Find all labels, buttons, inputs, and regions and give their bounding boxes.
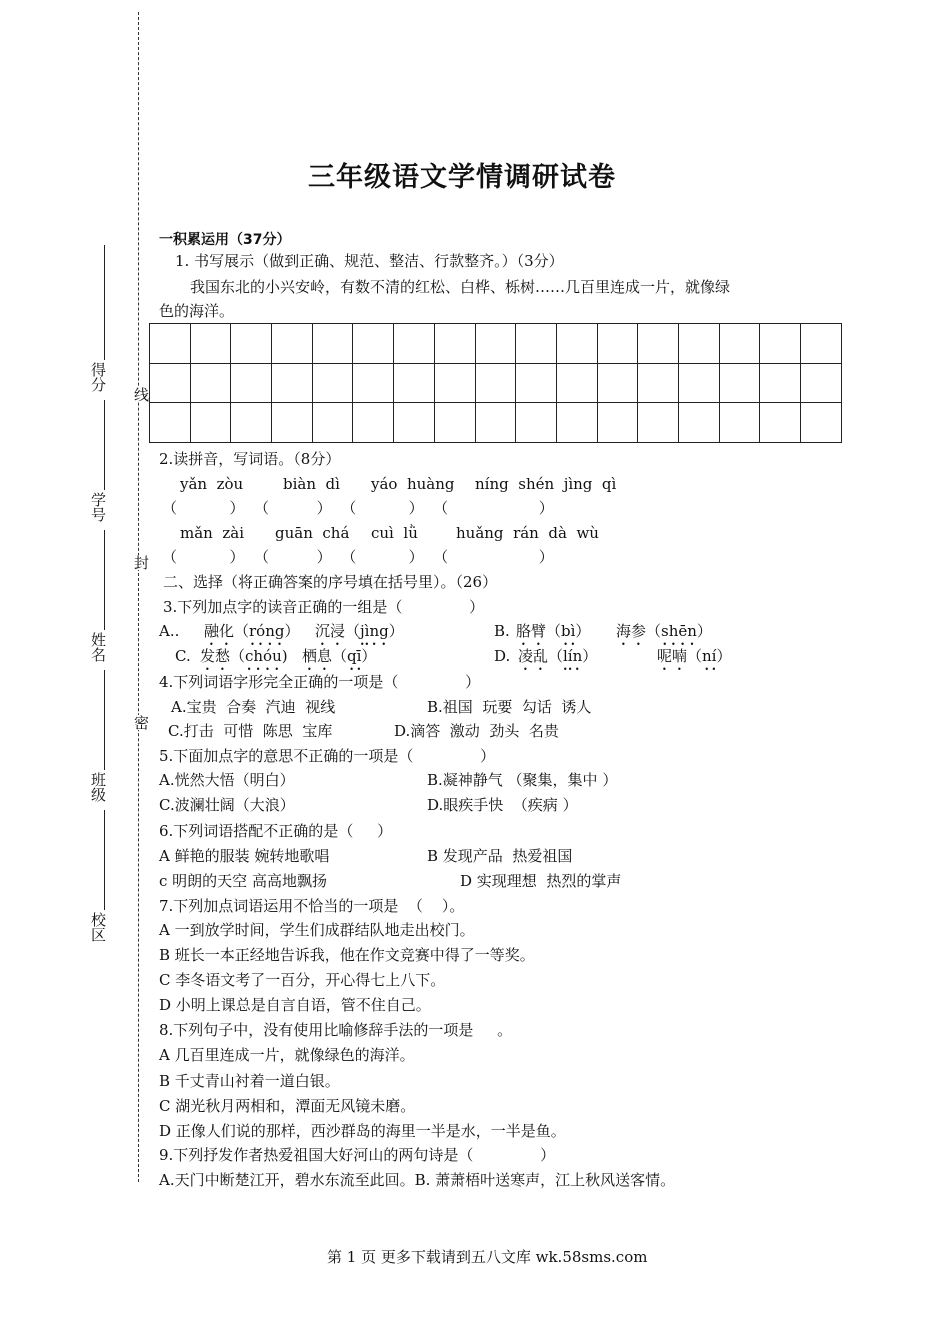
q6-option-a: A 鲜艳的服装 婉转地歌唱 — [159, 847, 330, 865]
q3-option-c-word1: 发愁（chóu) — [200, 647, 288, 665]
q2-pinyin-6: guān chá — [275, 524, 350, 542]
score-label: 得分 — [89, 362, 107, 392]
q4-prompt: 4.下列词语字形完全正确的一项是（ ） — [159, 673, 481, 691]
q8-option-c: C 湖光秋月两相和，潭面无风镜未磨。 — [159, 1097, 416, 1115]
q3-option-a-word2: 沉浸（jìng） — [315, 622, 404, 640]
q3-option-d-word1: 凌乱（lín） — [518, 647, 598, 665]
q3-option-d-word2: 呢喃（ní） — [657, 647, 732, 665]
q2-pinyin-7: cuì lǜ — [371, 524, 418, 542]
name-blank-line — [104, 530, 105, 630]
q7-option-c: C 李冬语文考了一百分，开心得七上八下。 — [159, 971, 446, 989]
student-id-label: 学号 — [89, 492, 107, 522]
q8-prompt: 8.下列句子中，没有使用比喻修辞手法的一项是 。 — [159, 1021, 513, 1039]
q2-pinyin-2: biàn dì — [283, 475, 340, 493]
q3-option-a-word1: 融化（róng） — [204, 622, 300, 640]
q5-prompt: 5.下面加点字的意思不正确的一项是（ ） — [159, 747, 496, 765]
q5-option-d: D.眼疾手快 （疾病 ） — [427, 796, 578, 814]
q2-pinyin-8: huǎng rán dà wù — [456, 524, 599, 542]
q1-passage-line1: 我国东北的小兴安岭，有数不清的红松、白桦、栎树……几百里连成一片，就像绿 — [190, 278, 731, 296]
q9-prompt: 9.下列抒发作者热爱祖国大好河山的两句诗是（ ） — [159, 1146, 556, 1164]
name-label: 姓名 — [89, 632, 107, 662]
q2-pinyin-4: níng shén jìng qì — [475, 475, 617, 493]
q4-option-d: D.滴答 激动 劲头 名贵 — [394, 722, 559, 740]
q4-option-c: C.打击 可惜 陈思 宝库 — [168, 722, 333, 740]
q6-option-d: D 实现理想 热烈的掌声 — [460, 872, 622, 890]
q6-option-c: c 明朗的天空 高高地飘扬 — [159, 872, 327, 890]
q7-option-b: B 班长一本正经地告诉我，他在作文竞赛中得了一等奖。 — [159, 946, 535, 964]
q5-option-a: A.恍然大悟（明白） — [159, 771, 295, 789]
q6-option-b: B 发现产品 热爱祖国 — [427, 847, 573, 865]
seal-word-secret: 密 — [132, 715, 150, 730]
q7-prompt: 7.下列加点词语运用不恰当的一项是 （ ）。 — [159, 897, 465, 915]
q2-pinyin-5: mǎn zài — [180, 524, 245, 542]
q3-option-c-word2: 栖息（qī） — [302, 647, 377, 665]
q8-option-a: A 几百里连成一片，就像绿色的海洋。 — [159, 1046, 415, 1064]
q5-option-b: B.凝神静气 （聚集，集中 ） — [427, 771, 618, 789]
q1-passage-line2: 色的海洋。 — [159, 302, 235, 320]
q7-option-a: A 一到放学时间，学生们成群结队地走出校门。 — [159, 921, 475, 939]
q1-prompt: 1. 书写展示（做到正确、规范、整洁、行款整齐。）（3分） — [175, 252, 564, 270]
seal-word-line: 线 — [132, 387, 150, 402]
q9-options-ab: A.天门中断楚江开，碧水东流至此回。B. 萧萧梧叶送寒声，江上秋风送客情。 — [159, 1171, 676, 1189]
class-label: 班级 — [89, 772, 107, 802]
q3-prompt: 3.下列加点字的读音正确的一组是（ ） — [163, 598, 485, 616]
page-title: 三年级语文学情调研试卷 — [308, 162, 616, 193]
score-blank-line — [104, 245, 105, 360]
q8-option-b: B 千丈青山衬着一道白银。 — [159, 1072, 340, 1090]
q3-option-d-label: D. — [494, 647, 511, 665]
q6-prompt: 6.下列词语搭配不正确的是（ ） — [159, 822, 393, 840]
q2-answer-brackets-row2[interactable]: （ ） （ ） （ ） （ ） — [162, 548, 554, 566]
page-footer: 第 1 页 更多下载请到五八文库 wk.58sms.com — [327, 1248, 648, 1266]
student-id-blank-line — [104, 400, 105, 490]
campus-label: 校区 — [89, 912, 107, 942]
q2-pinyin-1: yǎn zòu — [180, 475, 244, 493]
q2-prompt: 2.读拼音，写词语。（8分） — [159, 450, 341, 468]
q3-option-b-word2: 海参（shēn） — [616, 622, 712, 640]
section2-heading: 二、选择（将正确答案的序号填在括号里）。（26） — [163, 573, 498, 591]
class-blank-line — [104, 670, 105, 770]
q4-option-a: A.宝贵 合奏 汽迪 视线 — [171, 698, 336, 716]
q7-option-d: D 小明上课总是自言自语，管不住自己。 — [159, 996, 431, 1014]
q3-option-c-label: C. — [175, 647, 191, 665]
binding-dashed-line — [138, 12, 139, 1182]
q8-option-d: D 正像人们说的那样，西沙群岛的海里一半是水，一半是鱼。 — [159, 1122, 566, 1140]
section1-heading: 一积累运用（37分） — [159, 232, 291, 248]
q4-option-b: B.祖国 玩要 勾话 诱人 — [427, 698, 592, 716]
seal-word-seal: 封 — [132, 555, 150, 570]
q3-option-b-label: B. — [494, 622, 510, 640]
writing-grid[interactable] — [149, 323, 842, 443]
q3-option-b-word1: 胳臂（bì） — [516, 622, 591, 640]
q5-option-c: C.波澜壮阔（大浪） — [159, 796, 295, 814]
q3-option-a-label: A.. — [159, 622, 180, 640]
q2-answer-brackets-row1[interactable]: （ ） （ ） （ ） （ ） — [162, 499, 554, 517]
q2-pinyin-3: yáo huàng — [371, 475, 455, 493]
campus-blank-line — [104, 810, 105, 910]
